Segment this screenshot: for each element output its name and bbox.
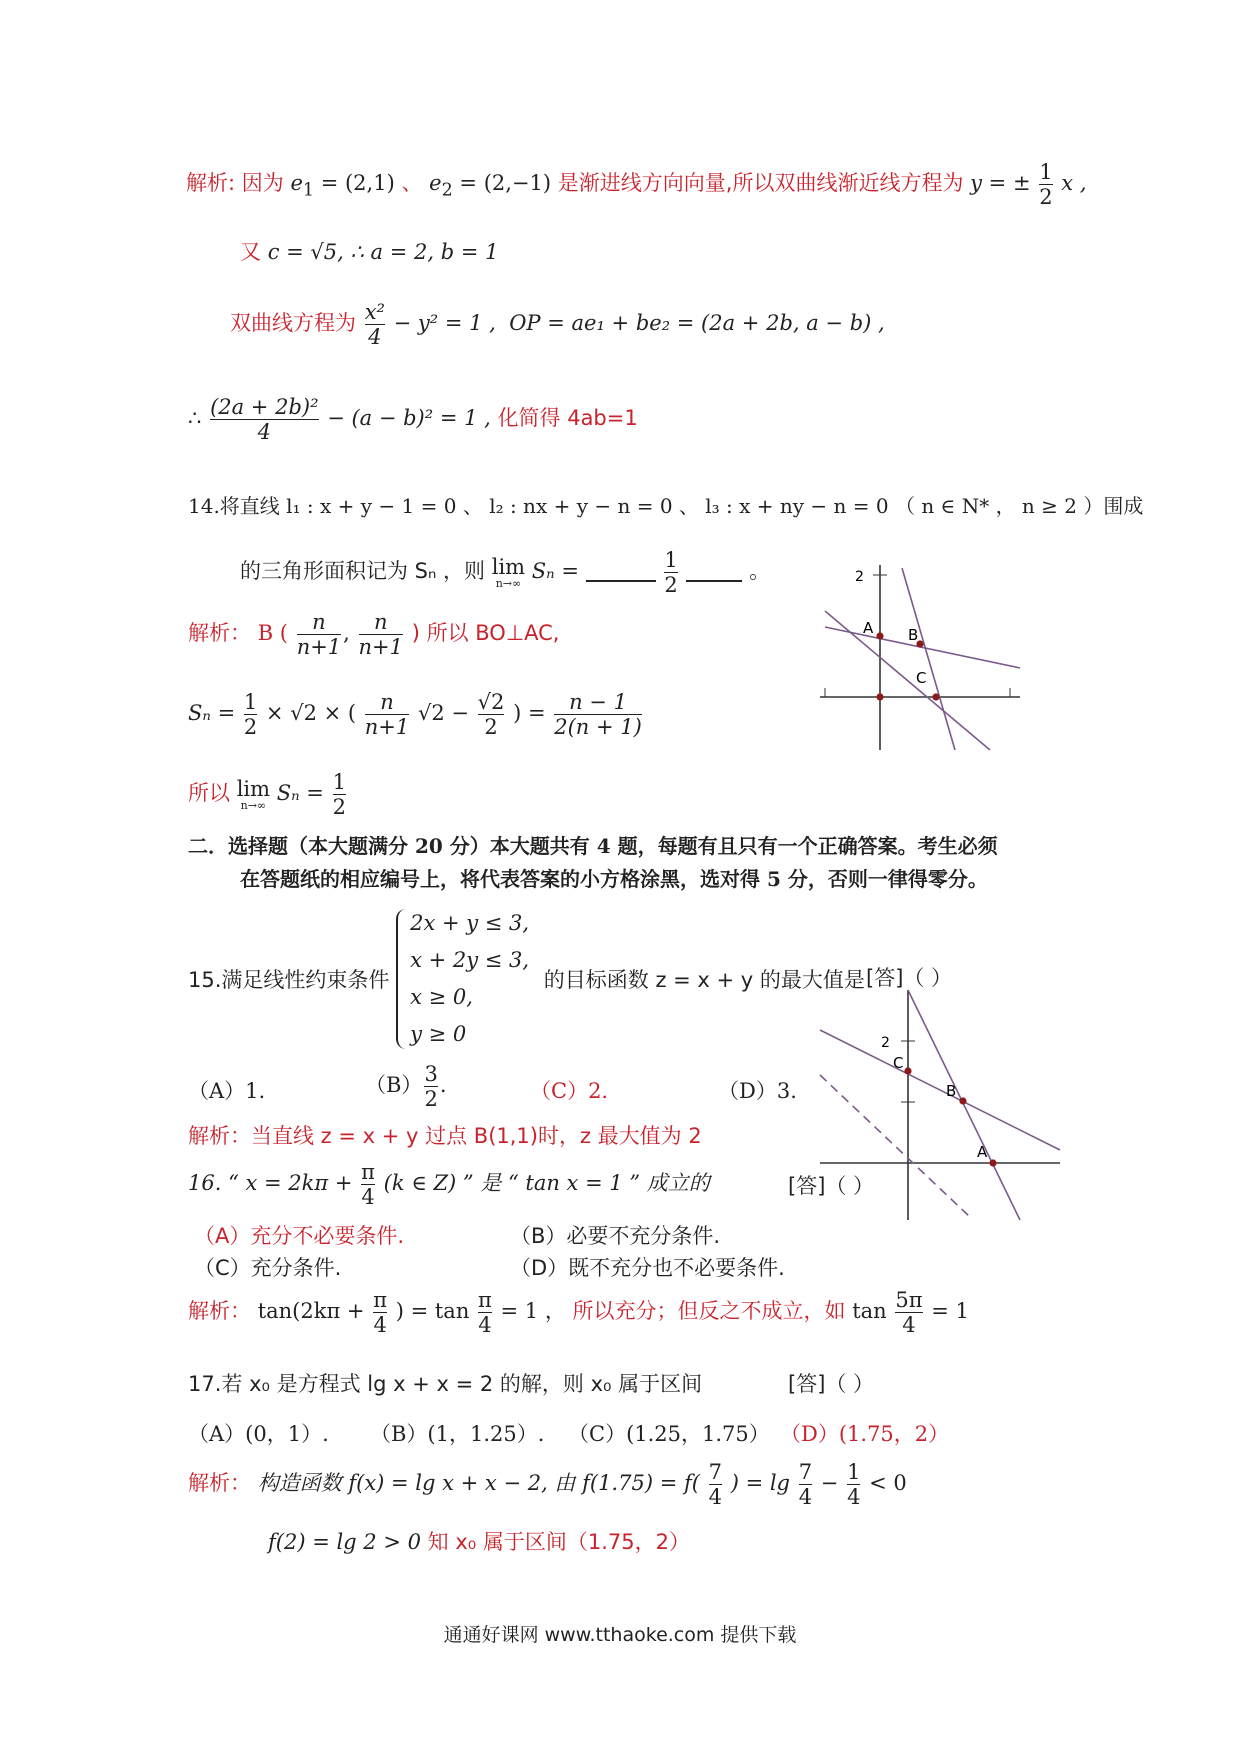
constraint-2: x + 2y ≤ 3, [410,948,530,972]
p14-conclusion: 所以 lim n→∞ Sₙ = $\frac{1}{2}$ [188,770,346,820]
p16-analysis: 解析： tan(2kπ + $\frac{\pi}{4}$ ) = tan $\frac{\pi}{4}$ = 1 ， 所以充分；但反之不成立，如 tan $\frac{5\pi}{4}$ = 1 [188,1288,969,1338]
p14-area-formula: Sₙ = $\frac{1}{2}$ × √2 × ( $\frac{n}{n+1}$ √2 − $\frac{√2}{2}$ ) = $\frac{n - 1}{2(n + 1)}$ [188,690,642,740]
section2-heading-line2: 在答题纸的相应编号上，将代表答案的小方格涂黑，选对得 5 分，否则一律得零分。 [240,867,988,891]
p16-stem: 16. “ x = 2kπ + $\frac{\pi}{4}$ (k ∈ Z) ” 是 “ tan x = 1 ” 成立的 [188,1160,710,1210]
p14-stem-line2: 的三角形面积记为 Sₙ ，则 lim n→∞ Sₙ = $\frac{1}{2}$ 。 [240,548,771,598]
p17-answer-box: [答]（ ） [788,1372,875,1396]
p15-option-b: （B） $\frac{3}{2}$ . [365,1062,447,1112]
p17-option-d: （D）(1.75，2） [780,1422,950,1446]
label-a: A [863,619,874,637]
vector-op-equation: OP = ae₁ + be₂ = (2a + 2b, a − b) , [509,311,885,336]
constraint-4: y ≥ 0 [410,1022,467,1046]
answer-fraction: $\frac{1}{2}$ [664,548,678,598]
label-b: B [946,1082,957,1100]
p17-option-a: （A）(0，1）. [188,1422,329,1446]
line-l3 [902,568,955,750]
p14-graph [815,560,1030,755]
p17-option-b: （B）(1，1.25）. [370,1422,545,1446]
p16-option-a: （A）充分不必要条件. [194,1224,405,1248]
p17-option-c: （C）(1.25，1.75） [568,1422,770,1446]
point-a [876,632,883,639]
p16-option-c: （C）充分条件. [194,1256,342,1280]
p17-analysis: 解析： 构造函数 f(x) = lg x + x − 2, 由 f(1.75) = f( $\frac{7}{4}$ ) = lg $\frac{7}{4}$ − $\frac{1}{4}$ < 0 [188,1460,907,1510]
label-c: C [893,1054,904,1072]
line-l1 [825,627,1020,668]
p17-analysis-line2: f(2) = lg 2 > 0 知 x₀ 属于区间（1.75，2） [268,1530,690,1554]
p15-answer-box: [答]（ ） [866,966,953,990]
point-c [904,1067,911,1074]
p14-analysis-b: 解析： B ( $\frac{n}{n+1}$ , $\frac{n}{n+1}$ ) 所以 BO⊥AC, [188,610,560,660]
vector-e1: e [290,171,303,196]
p15-stem: 15.满足线性约束条件 2x + y ≤ 3, x + 2y ≤ 3, x ≥ 0, y ≥ 0 的目标函数 z = x + y 的最大值是 [188,905,865,1053]
p13-line2: 又 c = √5, ∴ a = 2, b = 1 [240,240,499,264]
p17-stem: 17.若 x₀ 是方程式 lg x + x = 2 的解，则 x₀ 属于区间 [188,1372,703,1396]
p13-line1: 解析: 因为 $e_1 = (2,1)$ 、 $e_2 = (2,-1)$ 是渐进线方向向量,所以双曲线渐近线方程为 y = ± $\frac{1}{2}$ x , [186,160,1087,210]
label-c: C [916,669,927,687]
p16-option-b: （B）必要不充分条件. [510,1224,721,1248]
constraint-3: x ≥ 0, [410,985,473,1009]
page-footer: 通通好课网 www.tthaoke.com 提供下载 [443,1624,797,1646]
p16-option-d: （D）既不充分也不必要条件. [510,1256,785,1280]
constraint-1: 2x + y ≤ 3, [410,911,530,935]
label-b: B [908,626,919,644]
analysis-label: 解析: [186,171,236,196]
fraction-x2-over-4: $\frac{\text{x²}}{4}$ [364,300,385,350]
p13-line4: ∴ $\frac{\text{(2a + 2b)²}}{4}$ − (a − b)² = 1 , 化简得 4ab=1 [188,395,638,445]
limit-symbol: lim n→∞ [491,554,526,590]
vector-e2: e [429,171,442,196]
constraint-line-1 [820,1030,1060,1150]
point-b [959,1097,966,1104]
tick-label-2: 2 [855,569,864,585]
fraction-one-half: $\frac{1}{2}$ [1039,160,1053,210]
fraction-2a2b-squared: $\frac{\text{(2a + 2b)²}}{4}$ [210,395,319,445]
p15-option-c: （C）2. [530,1079,609,1103]
tick-label-2: 2 [881,1035,890,1051]
p15-options [188,1075,265,1105]
p16-answer-box: [答]（ ） [788,1174,875,1198]
constraint-system [396,905,529,1053]
p15-option-a: （A）1. [188,1079,266,1103]
point-c [932,693,939,700]
constraint-line-2 [908,990,1020,1220]
p14-stem-line1: 14.将直线 l₁ : x + y − 1 = 0 、 l₂ : nx + y − n = 0 、 l₃ : x + ny − n = 0 （ n ∈ N* ， n ≥ 2 ）围成 [188,494,1144,518]
p15-analysis: 解析：当直线 z = x + y 过点 B(1,1)时，z 最大值为 2 [188,1124,702,1148]
p15-option-d: （D）3. [718,1079,797,1103]
point-origin [876,693,883,700]
section2-heading-line1: 二．选择题（本大题满分 20 分）本大题共有 4 题，每题有且只有一个正确答案。考生必须 [188,834,998,858]
point-a [989,1159,996,1166]
label-a: A [977,1143,988,1161]
p13-line3: 双曲线方程为 $\frac{\text{x²}}{4}$ − y² = 1 , OP = ae₁ + be₂ = (2a + 2b, a − b) , [230,300,885,350]
